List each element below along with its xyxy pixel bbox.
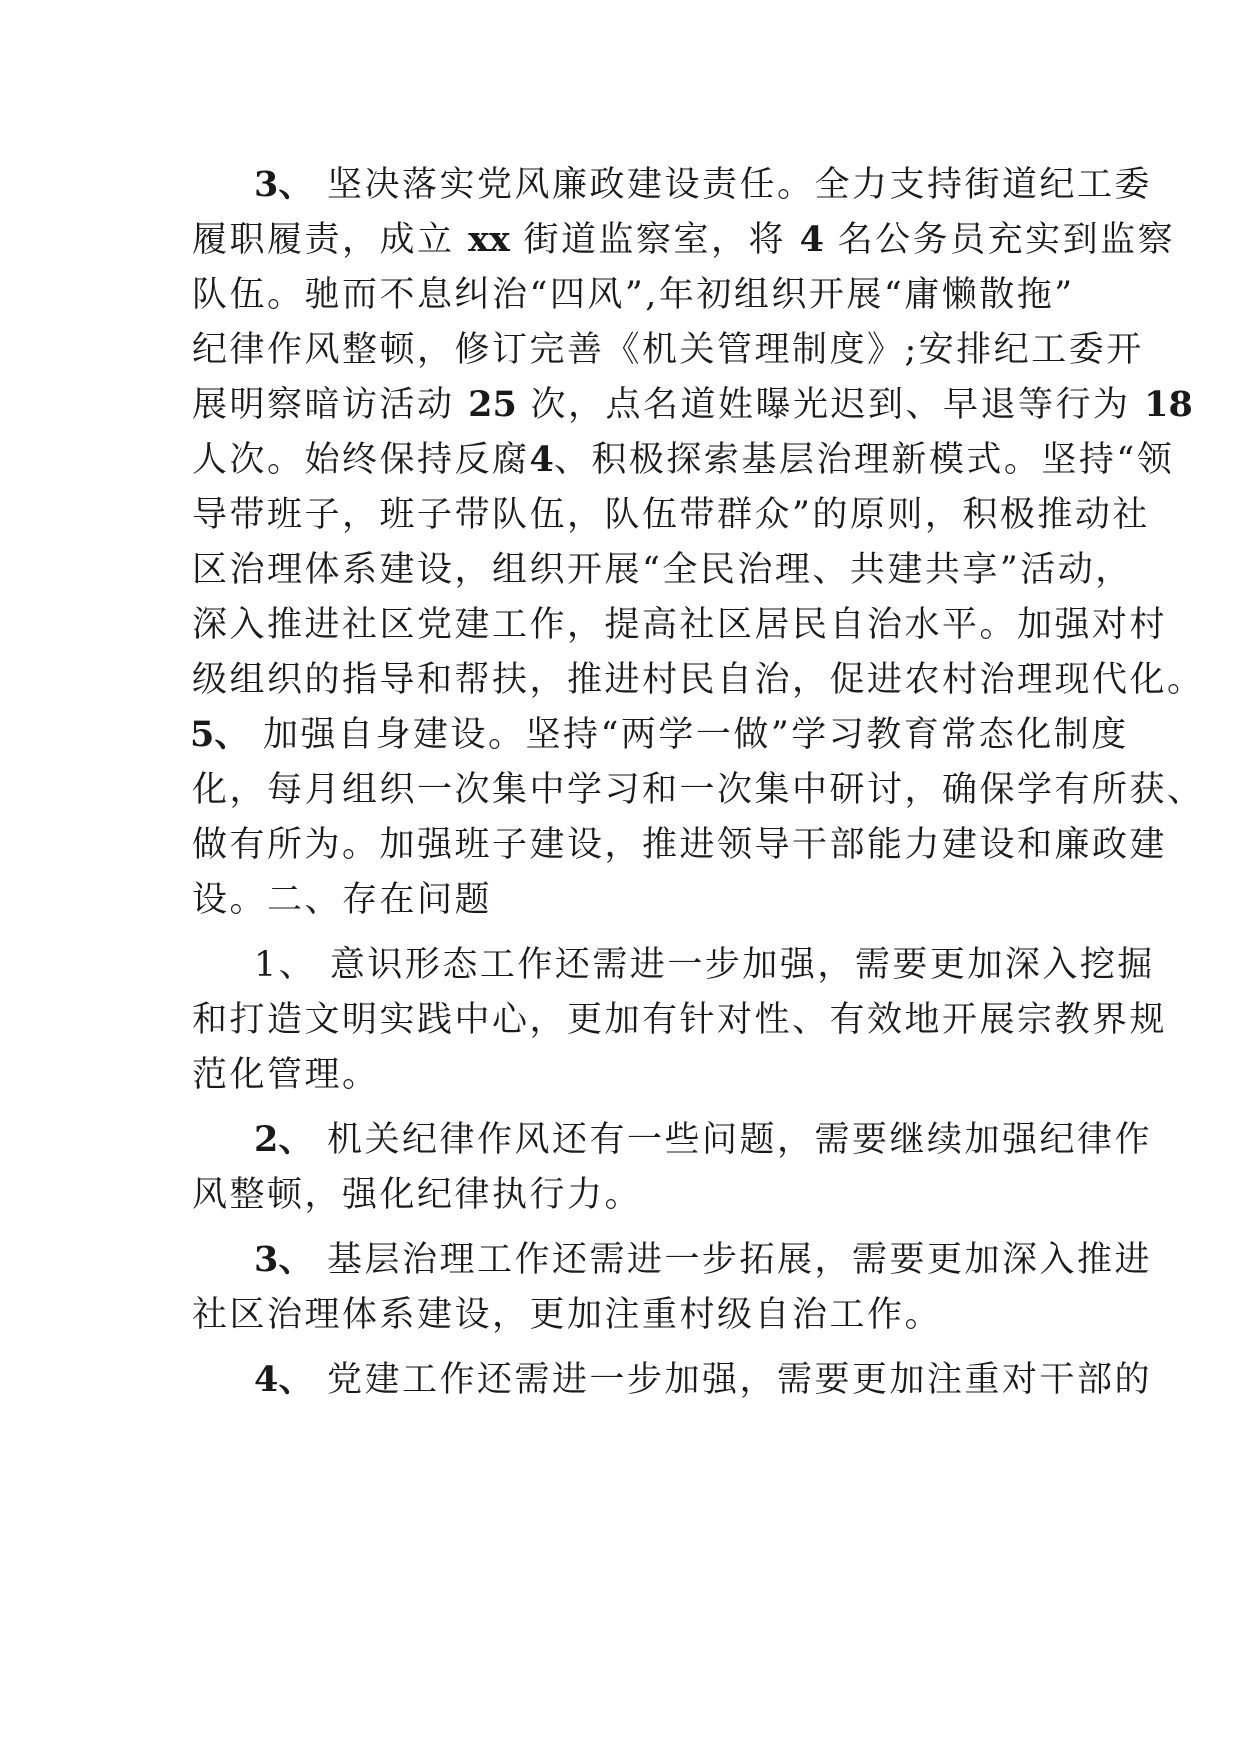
text-segment: 风整顿，强化纪律执行力。 xyxy=(192,1175,643,1215)
text-segment: 机关纪律作风还有一些问题，需要继续加强纪律作 xyxy=(313,1120,1152,1160)
numeral-text: 25 xyxy=(468,384,517,425)
text-segment: 人次。始终保持反腐 xyxy=(192,440,530,480)
text-segment: 设。二、存在问题 xyxy=(192,880,493,920)
text-line xyxy=(192,1293,1052,1337)
text-segment: 队伍。驰而不息纠治“四风”,年初组织开展“庸懒散拖” xyxy=(192,275,1075,315)
text-segment: 次，点名道姓曝光迟到、早退等行为 xyxy=(516,385,1145,425)
text-line xyxy=(190,713,1129,757)
numeral-text: 4、 xyxy=(254,1359,314,1400)
text-segment: 展明察暗访活动 xyxy=(192,385,469,425)
numeral-text: 2、 xyxy=(254,1119,314,1160)
text-line xyxy=(192,383,1193,427)
text-line xyxy=(192,1053,1052,1097)
text-segment: 导带班子，班子带队伍，队伍带群众”的原则，积极推动社 xyxy=(192,495,1150,535)
text-line xyxy=(192,218,1176,262)
numeral-text: xx xyxy=(468,219,510,260)
text-line xyxy=(192,1173,1052,1217)
text-line xyxy=(192,273,1075,317)
text-segment: 基层治理工作还需进一步拓展，需要更加深入推进 xyxy=(313,1240,1152,1280)
text-segment: 化，每月组织一次集中学习和一次集中研讨，确保学有所获、 xyxy=(192,770,1205,810)
numeral-text: 3、 xyxy=(254,1239,314,1280)
text-segment: 深入推进社区党建工作，提高社区居民自治水平。加强对村 xyxy=(192,605,1168,645)
text-line xyxy=(192,658,1205,702)
numeral-text: 5、 xyxy=(190,714,250,755)
text-line xyxy=(192,438,1175,482)
text-line xyxy=(192,768,1205,812)
text-segment: 坚决落实党风廉政建设责任。全力支持街道纪工委 xyxy=(313,165,1152,205)
text-segment: 社区治理体系建设，更加注重村级自治工作。 xyxy=(192,1295,943,1335)
text-segment: 、积极探索基层治理新模式。坚持“领 xyxy=(553,440,1175,480)
text-line xyxy=(192,603,1168,647)
text-segment: 范化管理。 xyxy=(192,1055,380,1095)
text-line xyxy=(192,998,1168,1042)
numeral-text: 4 xyxy=(799,219,824,260)
text-segment: 纪律作风整顿，修订完善《机关管理制度》;安排纪工委开 xyxy=(192,330,1144,370)
text-segment: 加强自身建设。坚持“两学一做”学习教育常态化制度 xyxy=(249,715,1129,755)
text-segment: 履职履责，成立 xyxy=(192,220,469,260)
numeral-text: 3、 xyxy=(254,164,314,205)
text-line xyxy=(192,328,1144,372)
text-line xyxy=(192,823,1168,867)
text-segment: 意识形态工作还需进一步加强，需要更加深入挖掘 xyxy=(316,945,1155,985)
text-line xyxy=(254,1118,1152,1162)
text-line xyxy=(254,1358,1152,1402)
text-segment: 党建工作还需进一步加强，需要更加注重对干部的 xyxy=(313,1360,1152,1400)
numeral-text: 4 xyxy=(529,439,554,480)
numeral-text: 18 xyxy=(1144,384,1193,425)
text-segment: 1、 xyxy=(254,945,317,985)
text-line xyxy=(192,878,1052,922)
text-line xyxy=(192,548,1133,592)
text-line xyxy=(254,943,1155,987)
text-line xyxy=(254,1238,1152,1282)
text-segment: 做有所为。加强班子建设，推进领导干部能力建设和廉政建 xyxy=(192,825,1168,865)
text-line xyxy=(192,493,1150,537)
text-segment: 街道监察室，将 xyxy=(509,220,800,260)
text-segment: 级组织的指导和帮扶，推进村民自治，促进农村治理现代化。 xyxy=(192,660,1205,700)
text-segment: 名公务员充实到监察 xyxy=(824,220,1176,260)
text-segment: 区治理体系建设，组织开展“全民治理、共建共享”活动， xyxy=(192,550,1133,590)
text-segment: 和打造文明实践中心，更加有针对性、有效地开展宗教界规 xyxy=(192,1000,1168,1040)
text-line xyxy=(254,163,1152,207)
